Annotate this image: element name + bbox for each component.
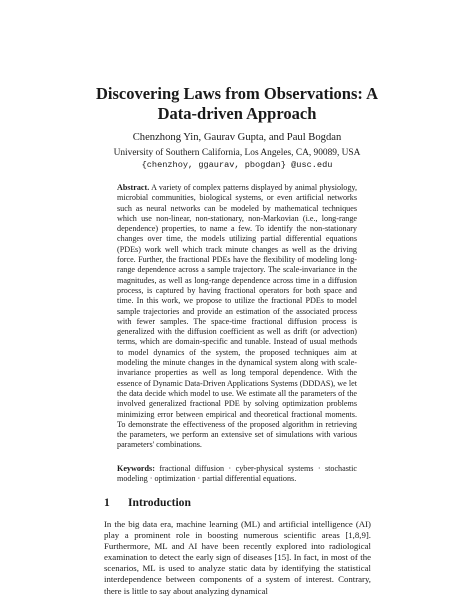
keywords (117, 464, 357, 485)
paper-affiliation: University of Southern California, Los Angeles, CA, 90089, USA (113, 148, 361, 158)
abstract-text: A variety of complex patterns displayed by animal physiology, microbial communities, biological systems, or even artificial networks such as neural networks can be modeled by mathematical techniques which use non-linear, non-stationary, non-Markovian (i.e., long-range dependence) properties, to name a few. To identify the non-stationary changes over time, the models utilizing partial differential equations (PDEs) work well which track minute changes as well as the driving force. Further, the fractional PDEs have the flexibility of modeling long-range dependence across a sample trajectory. The scale-invariance in the magnitudes, as well as long-range dependence across time in a diffusion process, is captured by having fractional operators for both space and time. In this work, we propose to utilize the fractional PDEs to model sample trajectories and provide an estimation of the associated process with fewer samples. The space-time fractional diffusion process is generalized with the diffusion coefficient as well as drift (or advection) terms, which are domain-specific and tunable. Instead of usual methods to model dynamics of the system, the proposed techniques aim at modeling the minute changes in the dynamical system along with scale-invariance properties as well as long temporal dependence. With the essence of Dynamic Data-Driven Applications Systems (DDDAS), we let the data decide which model to use. We estimate all the parameters of the involved generalized fractional PDE by solving optimization problems minimizing error between empirical and theoretical fractional moments. To demonstrate the effectiveness of the proposed algorithm in retrieving the parameters, we perform an extensive set of simulations with various parameters' combinations. (117, 183, 357, 450)
paper-emails: {chenzhoy, ggaurav, pbogdan} @usc.edu (141, 160, 333, 170)
section-heading (104, 496, 191, 510)
section-number: 1 (104, 496, 110, 509)
paper-authors: Chenzhong Yin, Gaurav Gupta, and Paul Bogdan (132, 132, 342, 143)
keywords-text: fractional diffusion · cyber-physical systems · stochastic modeling · optimization · partial differential equations. (117, 464, 357, 484)
section-title: Introduction (128, 496, 191, 509)
abstract-label: Abstract. (117, 183, 150, 192)
abstract (117, 183, 357, 451)
keywords-label: Keywords: (117, 464, 155, 473)
paper-title-line-1: Discovering Laws from Observations: A (95, 84, 378, 103)
introduction-paragraph: In the big data era, machine learning (ML) and artificial intelligence (AI) play a prominent role in boosting numerous scientific areas [1,8,9]. Furthermore, ML and AI have been recently explored into radiological examination to detect the early sign of diseases [15]. In fact, in most of the scenarios, ML is used to analyze static data by identifying the statistical interdependence between components of a system of interest. Contrary, there is little to say about analyzing dynamical (104, 519, 371, 596)
paper-title-line-2: Data-driven Approach (157, 104, 317, 123)
